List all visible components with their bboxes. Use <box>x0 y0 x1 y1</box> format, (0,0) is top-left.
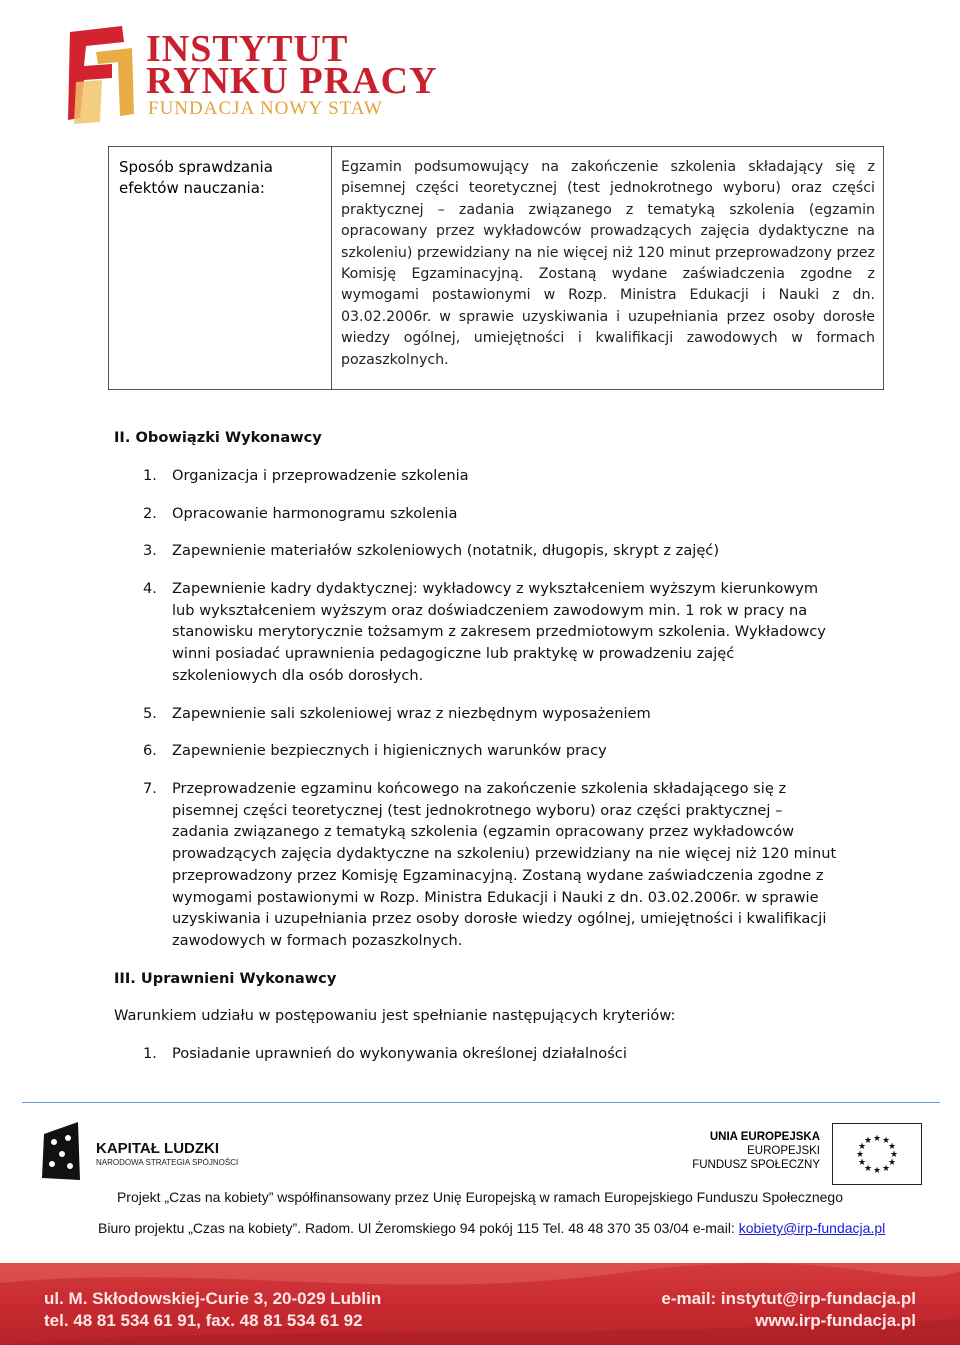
logo-subtitle: FUNDACJA NOWY STAW <box>148 98 383 119</box>
section-intro: Warunkiem udziału w postępowaniu jest spełnianie następujących kryteriów: <box>114 1007 676 1024</box>
list-item-text: Zapewnienie sali szkoleniowej wraz z niezbędnym wyposażeniem <box>172 705 651 722</box>
list-item-number: 5. <box>143 705 157 722</box>
assessment-label: Sposób sprawdzania efektów nauczania: <box>119 158 273 197</box>
ue-line3: FUNDUSZ SPOŁECZNY <box>692 1159 820 1171</box>
office-info <box>98 1220 885 1236</box>
list-item-number: 7. <box>143 780 157 797</box>
svg-text:★: ★ <box>855 1150 865 1160</box>
list-item-number: 4. <box>143 580 157 597</box>
kapital-ludzki-logo <box>40 1120 240 1184</box>
logo-title-line2: RYNKU PRACY <box>146 60 438 102</box>
office-email-link[interactable]: kobiety@irp-fundacja.pl <box>738 1220 886 1236</box>
list-item-number: 1. <box>143 467 157 484</box>
list-item-number: 3. <box>143 542 157 559</box>
logo-title-line1: INSTYTUT <box>146 28 349 70</box>
list-item-number: 1. <box>143 1045 157 1062</box>
svg-text:★: ★ <box>872 1134 882 1144</box>
svg-text:★: ★ <box>863 1136 873 1146</box>
svg-text:★: ★ <box>881 1136 891 1146</box>
irp-logo <box>62 22 438 132</box>
list-item-text: Posiadanie uprawnień do wykonywania określonej działalności <box>172 1045 627 1062</box>
footer-phones: tel. 48 81 534 61 91, fax. 48 81 534 61 92 <box>44 1311 363 1330</box>
list-item-text: Zapewnienie materiałów szkoleniowych (notatnik, długopis, skrypt z zajęć) <box>172 542 720 559</box>
svg-text:★: ★ <box>881 1164 891 1174</box>
kapital-ludzki-subtitle: NARODOWA STRATEGIA SPÓJNOŚCI <box>96 1158 239 1167</box>
kapital-ludzki-emblem-icon <box>40 1120 84 1182</box>
footer-website[interactable]: www.irp-fundacja.pl <box>755 1311 916 1330</box>
project-info: Projekt „Czas na kobiety” współfinansowany przez Unię Europejską w ramach Europejskiego Funduszu Społecznego <box>116 1189 844 1205</box>
list-item-number: 2. <box>143 505 157 522</box>
list-item-number: 6. <box>143 742 157 759</box>
svg-text:★: ★ <box>857 1158 867 1168</box>
ue-line2: EUROPEJSKI <box>747 1145 820 1157</box>
svg-text:★: ★ <box>887 1142 897 1152</box>
irp-logo-mark-icon <box>62 22 142 126</box>
svg-text:★: ★ <box>887 1158 897 1168</box>
ue-text <box>690 1130 820 1172</box>
footer-address: ul. M. Skłodowskiej-Curie 3, 20-029 Lublin <box>44 1289 382 1308</box>
kapital-ludzki-title: KAPITAŁ LUDZKI <box>96 1140 220 1157</box>
list-item-text: Opracowanie harmonogramu szkolenia <box>172 505 458 522</box>
section-heading-obowiazki: II. Obowiązki Wykonawcy <box>114 429 322 446</box>
eu-flag-icon <box>832 1123 922 1185</box>
footer-email[interactable]: e-mail: instytut@irp-fundacja.pl <box>661 1289 916 1308</box>
ue-line1: UNIA EUROPEJSKA <box>709 1131 820 1143</box>
office-address: Biuro projektu „Czas na kobiety”. Radom. Ul Żeromskiego 94 pokój 115 Tel. 48 48 370 35 03/04 e-mail: <box>98 1220 739 1236</box>
list-item-text: Przeprowadzenie egzaminu końcowego na zakończenie szkolenia składającego się z pisemnej części teoretycznej (test jednokrotnego wyboru) oraz części praktycznej – zadania związanego z tematyką szkolenia (egzamin opracowany przez wykładowców prowadzących zajęcia dydaktyczne na szkoleniu) przewidziany na nie więcej niż 120 minut przeprowadzony przez Komisję Egzaminacyjną. Zostaną wydane zaświadczenia zgodne z wymogami postawionymi w Rozp. Ministra Edukacji i Nauki z dn. 03.02.2006r. w sprawie uzyskiwania i uzupełniania przez osoby dorosłe wiedzy ogólnej, umiejętności i kwalifikacji zawodowych w formach pozaszkolnych. <box>172 780 837 949</box>
section-heading-uprawnieni: III. Uprawnieni Wykonawcy <box>114 970 337 987</box>
assessment-content: Egzamin podsumowujący na zakończenie szkolenia składający się z pisemnej części teoretycznej (test jednokrotnego wyboru) oraz części praktycznej – zadania związanego z tematyką szkolenia (egzamin opracowany przez wykładowców prowadzących zajęcia dydaktyczne na szkoleniu) przewidziany na nie więcej niż 120 minut przeprowadzony przez Komisję Egzaminacyjną. Zostaną wydane zaświadczenia zgodne z wymogami postawionymi w Rozp. Ministra Edukacji i Nauki z dn. 03.02.2006r. w sprawie uzyskiwania i uzupełniania przez osoby dorosłe wiedzy ogólnej, umiejętności i kwalifikacji zawodowych w formach pozaszkolnych. <box>341 159 875 368</box>
svg-text:★: ★ <box>872 1166 882 1176</box>
svg-text:★: ★ <box>857 1142 867 1152</box>
svg-text:★: ★ <box>863 1164 873 1174</box>
assessment-table <box>108 146 884 390</box>
list-item-text: Organizacja i przeprowadzenie szkolenia <box>172 467 469 484</box>
list-item-text: Zapewnienie kadry dydaktycznej: wykładowcy z wykształceniem wyższym kierunkowym lub wykształceniem wyższym oraz doświadczeniem zawodowym min. 1 rok w pracy na stanowisku merytorycznie tożsamym z zakresem przedmiotowym szkolenia. Wykładowcy winni posiadać uprawnienia pedagogiczne lub praktykę w prowadzeniu zajęć szkoleniowych dla osób dorosłych. <box>172 580 826 684</box>
list-item-text: Zapewnienie bezpiecznych i higienicznych warunków pracy <box>172 742 607 759</box>
footer-divider <box>22 1102 940 1103</box>
footer-band <box>0 1263 960 1345</box>
svg-text:★: ★ <box>889 1150 899 1160</box>
